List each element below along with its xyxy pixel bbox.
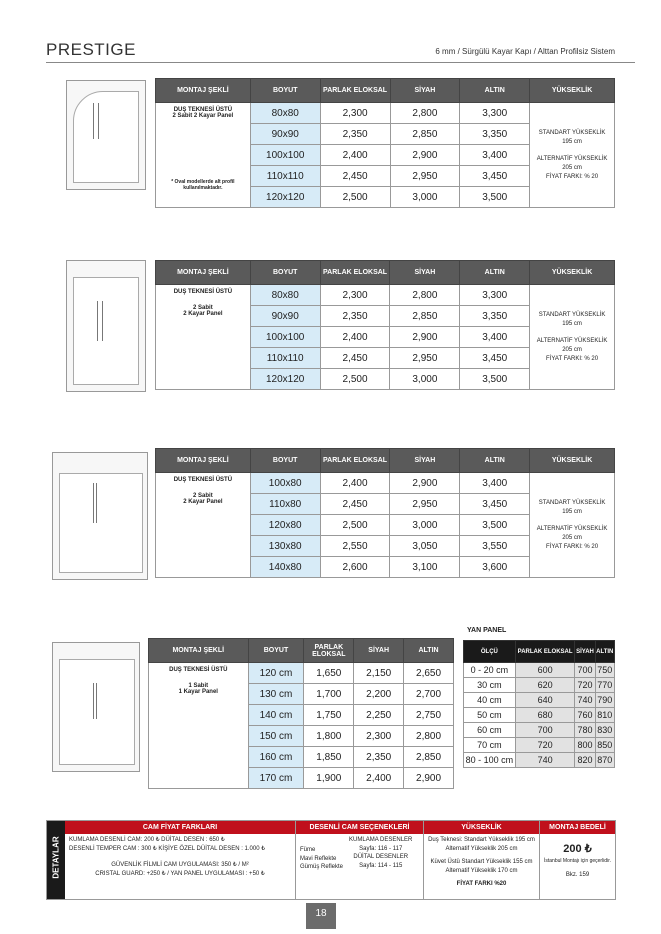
mounting-type: DUŞ TEKNESİ ÜSTÜ 2 Sabit 2 Kayar Panel [172, 107, 234, 119]
height-line: 195 cm [562, 138, 582, 145]
size-cell: 130x80 [250, 536, 320, 557]
price-cell: 3,000 [390, 369, 460, 390]
height-line: ALTERNATİF YÜKSEKLİK [536, 337, 608, 344]
column-header: SİYAH [354, 639, 404, 663]
price-cell: 780 [575, 723, 595, 738]
price-cell: 750 [595, 663, 614, 678]
price-cell: 2,450 [320, 348, 390, 369]
price-cell: 2,750 [404, 705, 454, 726]
size-cell: 110x80 [250, 494, 320, 515]
column-header: BOYUT [250, 79, 320, 103]
height-line: 195 cm [562, 508, 582, 515]
height-line: ALTERNATİF YÜKSEKLİK [536, 155, 608, 162]
panel-config: 2 Sabit 2 Kayar Panel [183, 305, 223, 317]
price-cell: 850 [595, 738, 614, 753]
price-cell: 2,400 [320, 473, 390, 494]
pattern-ref: Sayfa: 116 - 117 [359, 845, 403, 852]
height-detail-line: Alternatif Yükseklik 170 cm [445, 868, 518, 875]
height-line [530, 517, 614, 525]
height-info [530, 285, 615, 390]
panel-config: 1 Sabit 1 Kayar Panel [178, 683, 218, 695]
size-cell: 0 - 20 cm [464, 663, 516, 678]
price-cell: 3,550 [460, 536, 530, 557]
size-cell: 150 cm [248, 726, 304, 747]
column-header: YÜKSEKLİK [530, 261, 615, 285]
page-title: PRESTIGE [46, 40, 136, 59]
price-cell: 2,900 [390, 473, 460, 494]
height-line: STANDART YÜKSEKLİK [538, 499, 606, 506]
cam-fiyat-title: CAM FİYAT FARKLARI [65, 821, 295, 834]
column-header: MONTAJ ŞEKLİ [156, 79, 251, 103]
price-cell: 2,600 [320, 557, 390, 578]
table-row [156, 103, 615, 124]
price-cell: 740 [575, 693, 595, 708]
page-number: 18 [306, 903, 336, 929]
price-cell: 3,400 [460, 327, 530, 348]
size-cell: 50 cm [464, 708, 516, 723]
price-cell: 2,300 [354, 726, 404, 747]
height-line: STANDART YÜKSEKLİK [538, 129, 606, 136]
column-header: BOYUT [248, 639, 304, 663]
price-cell: 3,050 [390, 536, 460, 557]
price-cell: 2,800 [390, 285, 460, 306]
size-cell: 140 cm [248, 705, 304, 726]
column-header: ALTIN [595, 641, 614, 663]
size-cell: 90x90 [250, 124, 320, 145]
product-image-4 [52, 642, 140, 772]
height-detail-line: FİYAT FARKI %20 [456, 880, 507, 887]
size-cell: 100x80 [250, 473, 320, 494]
price-cell: 2,500 [320, 369, 390, 390]
column-header: BOYUT [250, 449, 320, 473]
height-line: ALTERNATİF YÜKSEKLİK [536, 525, 608, 532]
column-header: PARLAK ELOKSAL [304, 639, 354, 663]
price-cell: 830 [595, 723, 614, 738]
price-cell: 2,850 [390, 124, 460, 145]
height-line: 205 cm [562, 346, 582, 353]
table-row [464, 723, 615, 738]
price-cell: 2,950 [390, 166, 460, 187]
yan-panel-title: YAN PANEL [467, 627, 507, 634]
column-header: ÖLÇÜ [464, 641, 516, 663]
price-cell: 3,450 [460, 494, 530, 515]
size-cell: 120x80 [250, 515, 320, 536]
price-cell: 1,900 [304, 768, 354, 789]
size-cell: 60 cm [464, 723, 516, 738]
pattern-ref: DÜİTAL DESENLER [353, 854, 409, 861]
height-info [530, 473, 615, 578]
price-cell: 2,200 [354, 684, 404, 705]
pattern-ref: KUMLAMA DESENLER [349, 837, 413, 843]
table-row [464, 738, 615, 753]
price-cell: 720 [515, 738, 575, 753]
mounting-info [156, 103, 251, 208]
price-cell: 800 [575, 738, 595, 753]
mounting-note: * Oval modellerde alt profil kullanılmaktadır. [171, 179, 235, 191]
price-cell: 1,750 [304, 705, 354, 726]
price-cell: 3,500 [460, 515, 530, 536]
price-cell: 720 [575, 678, 595, 693]
price-cell: 2,300 [320, 103, 390, 124]
price-cell: 2,900 [390, 145, 460, 166]
column-header: PARLAK ELOKSAL [320, 261, 390, 285]
column-header: MONTAJ ŞEKLİ [156, 261, 251, 285]
details-bar [46, 820, 616, 900]
desenli-cam-title: DESENLİ CAM SEÇENEKLERİ [296, 821, 423, 834]
height-line [530, 147, 614, 155]
price-cell: 1,650 [304, 663, 354, 684]
price-cell: 2,400 [320, 327, 390, 348]
price-cell: 2,650 [404, 663, 454, 684]
price-cell: 3,000 [390, 187, 460, 208]
size-cell: 30 cm [464, 678, 516, 693]
price-cell: 870 [595, 753, 614, 768]
price-cell: 3,400 [460, 145, 530, 166]
size-cell: 90x90 [250, 306, 320, 327]
column-header: YÜKSEKLİK [530, 79, 615, 103]
column-header: PARLAK ELOKSAL [515, 641, 575, 663]
size-cell: 80 - 100 cm [464, 753, 516, 768]
yukseklik-section [423, 821, 539, 899]
column-header: ALTIN [404, 639, 454, 663]
product-image-3 [52, 452, 148, 580]
column-header: SİYAH [390, 79, 460, 103]
price-cell: 2,800 [404, 726, 454, 747]
glass-option: Füme [300, 847, 316, 853]
glass-option: Mavi Reflekte [300, 855, 337, 862]
price-cell: 3,000 [390, 515, 460, 536]
table-row [464, 693, 615, 708]
yukseklik-title: YÜKSEKLİK [424, 821, 539, 834]
column-header: PARLAK ELOKSAL [320, 449, 390, 473]
mounting-type: DUŞ TEKNESİ ÜSTÜ [169, 667, 228, 673]
size-cell: 120 cm [248, 663, 304, 684]
height-line: FİYAT FARKI: % 20 [546, 543, 599, 550]
size-cell: 80x80 [250, 285, 320, 306]
size-cell: 120x120 [250, 369, 320, 390]
size-cell: 80x80 [250, 103, 320, 124]
price-cell: 3,350 [460, 124, 530, 145]
price-cell: 3,450 [460, 348, 530, 369]
column-header: ALTIN [460, 79, 530, 103]
table-row [464, 678, 615, 693]
price-cell: 2,250 [354, 705, 404, 726]
table-row [156, 285, 615, 306]
price-cell: 640 [515, 693, 575, 708]
price-table-2 [155, 260, 615, 390]
price-cell: 810 [595, 708, 614, 723]
price-cell: 760 [575, 708, 595, 723]
yan-panel-table [463, 640, 615, 768]
price-cell: 1,700 [304, 684, 354, 705]
price-cell: 2,300 [320, 285, 390, 306]
table-row [464, 663, 615, 678]
price-cell: 3,300 [460, 103, 530, 124]
cam-price-line: DESENLİ TEMPER CAM : 300 ₺ KİŞİYE ÖZEL DÜİTAL DESEN : 1.000 ₺ [69, 845, 266, 852]
cam-price-line: CRISTAL GUARD: +250 ₺ / YAN PANEL UYGULAMASI : +50 ₺ [95, 871, 265, 878]
size-cell: 140x80 [250, 557, 320, 578]
height-detail-line: Alternatif Yükseklik 205 cm [445, 845, 518, 852]
price-cell: 1,850 [304, 747, 354, 768]
mounting-info [156, 285, 251, 390]
mounting-type: DUŞ TEKNESİ ÜSTÜ [173, 477, 233, 483]
panel-config: 2 Sabit 2 Kayar Panel [183, 493, 223, 505]
mounting-info [149, 663, 249, 789]
price-cell: 2,900 [404, 768, 454, 789]
price-cell: 2,500 [320, 515, 390, 536]
size-cell: 170 cm [248, 768, 304, 789]
product-image-1 [66, 80, 146, 190]
price-table-1 [155, 78, 615, 208]
desenli-cam-section [295, 821, 423, 899]
price-cell: 2,550 [320, 536, 390, 557]
size-cell: 40 cm [464, 693, 516, 708]
product-image-2 [66, 260, 146, 392]
size-cell: 110x110 [250, 348, 320, 369]
height-line: 205 cm [562, 164, 582, 171]
page-subtitle: 6 mm / Sürgülü Kayar Kapı / Alttan Profilsiz Sistem [435, 47, 615, 56]
price-table-3 [155, 448, 615, 578]
size-cell: 70 cm [464, 738, 516, 753]
price-cell: 2,150 [354, 663, 404, 684]
price-table-4 [148, 638, 454, 789]
price-cell: 2,800 [390, 103, 460, 124]
price-cell: 2,350 [354, 747, 404, 768]
price-cell: 2,700 [404, 684, 454, 705]
montaj-price: 200 ₺ [563, 843, 592, 855]
column-header: MONTAJ ŞEKLİ [149, 639, 249, 663]
price-cell: 600 [515, 663, 575, 678]
size-cell: 100x100 [250, 327, 320, 348]
height-line: 195 cm [562, 320, 582, 327]
size-cell: 120x120 [250, 187, 320, 208]
price-cell: 2,450 [320, 494, 390, 515]
price-cell: 3,600 [460, 557, 530, 578]
montaj-bedeli-title: MONTAJ BEDELİ [540, 821, 615, 834]
size-cell: 100x100 [250, 145, 320, 166]
column-header: SİYAH [575, 641, 595, 663]
height-detail-line: Küvet Üstü Standart Yükseklik 155 cm [430, 859, 533, 866]
montaj-note: İstanbul Montajı için geçerlidir. [544, 857, 611, 864]
price-cell: 820 [575, 753, 595, 768]
price-cell: 740 [515, 753, 575, 768]
price-cell: 770 [595, 678, 614, 693]
price-cell: 2,850 [390, 306, 460, 327]
cam-price-line: GÜVENLİK FİLMLİ CAM UYGULAMASI: 350 ₺ / M² [111, 862, 249, 869]
cam-price-line: KUMLAMA DESENLİ CAM: 200 ₺ DÜİTAL DESEN : 650 ₺ [69, 837, 225, 843]
price-cell: 2,950 [390, 348, 460, 369]
table-row [464, 708, 615, 723]
pattern-ref: Sayfa: 114 - 115 [359, 863, 403, 870]
montaj-bedeli-section [539, 821, 615, 899]
height-detail-line: Duş Teknesi: Standart Yükseklik 195 cm [428, 837, 535, 843]
glass-option: Gümüş Reflekte [300, 864, 344, 871]
price-cell: 2,400 [320, 145, 390, 166]
price-cell: 3,500 [460, 369, 530, 390]
price-cell: 2,850 [404, 747, 454, 768]
price-cell: 700 [575, 663, 595, 678]
price-cell: 2,950 [390, 494, 460, 515]
height-line: STANDART YÜKSEKLİK [538, 311, 606, 318]
column-header: SİYAH [390, 261, 460, 285]
price-cell: 3,350 [460, 306, 530, 327]
height-line: 205 cm [562, 534, 582, 541]
cam-fiyat-section [65, 821, 295, 899]
price-cell: 3,300 [460, 285, 530, 306]
price-cell: 3,500 [460, 187, 530, 208]
price-cell: 3,400 [460, 473, 530, 494]
price-cell: 2,900 [390, 327, 460, 348]
mounting-info [156, 473, 251, 578]
size-cell: 160 cm [248, 747, 304, 768]
mounting-type: DUŞ TEKNESİ ÜSTÜ [173, 289, 233, 295]
price-cell: 3,450 [460, 166, 530, 187]
height-line [530, 329, 614, 337]
column-header: SİYAH [390, 449, 460, 473]
price-cell: 2,350 [320, 306, 390, 327]
price-cell: 2,450 [320, 166, 390, 187]
price-cell: 700 [515, 723, 575, 738]
column-header: MONTAJ ŞEKLİ [156, 449, 251, 473]
table-row [156, 473, 615, 494]
column-header: YÜKSEKLİK [530, 449, 615, 473]
height-line: FİYAT FARKI: % 20 [546, 355, 599, 362]
column-header: BOYUT [250, 261, 320, 285]
price-cell: 2,500 [320, 187, 390, 208]
size-cell: 110x110 [250, 166, 320, 187]
price-cell: 2,350 [320, 124, 390, 145]
column-header: ALTIN [460, 449, 530, 473]
size-cell: 130 cm [248, 684, 304, 705]
column-header: ALTIN [460, 261, 530, 285]
details-side-label: DETAYLAR [47, 821, 65, 899]
montaj-ref: Bkz. 159 [565, 872, 590, 879]
column-header: PARLAK ELOKSAL [320, 79, 390, 103]
price-cell: 1,800 [304, 726, 354, 747]
header-divider [46, 62, 635, 63]
height-info [530, 103, 615, 208]
table-row [464, 753, 615, 768]
price-cell: 620 [515, 678, 575, 693]
price-cell: 3,100 [390, 557, 460, 578]
height-line: FİYAT FARKI: % 20 [546, 173, 599, 180]
price-cell: 680 [515, 708, 575, 723]
table-row [149, 663, 454, 684]
price-cell: 790 [595, 693, 614, 708]
price-cell: 2,400 [354, 768, 404, 789]
